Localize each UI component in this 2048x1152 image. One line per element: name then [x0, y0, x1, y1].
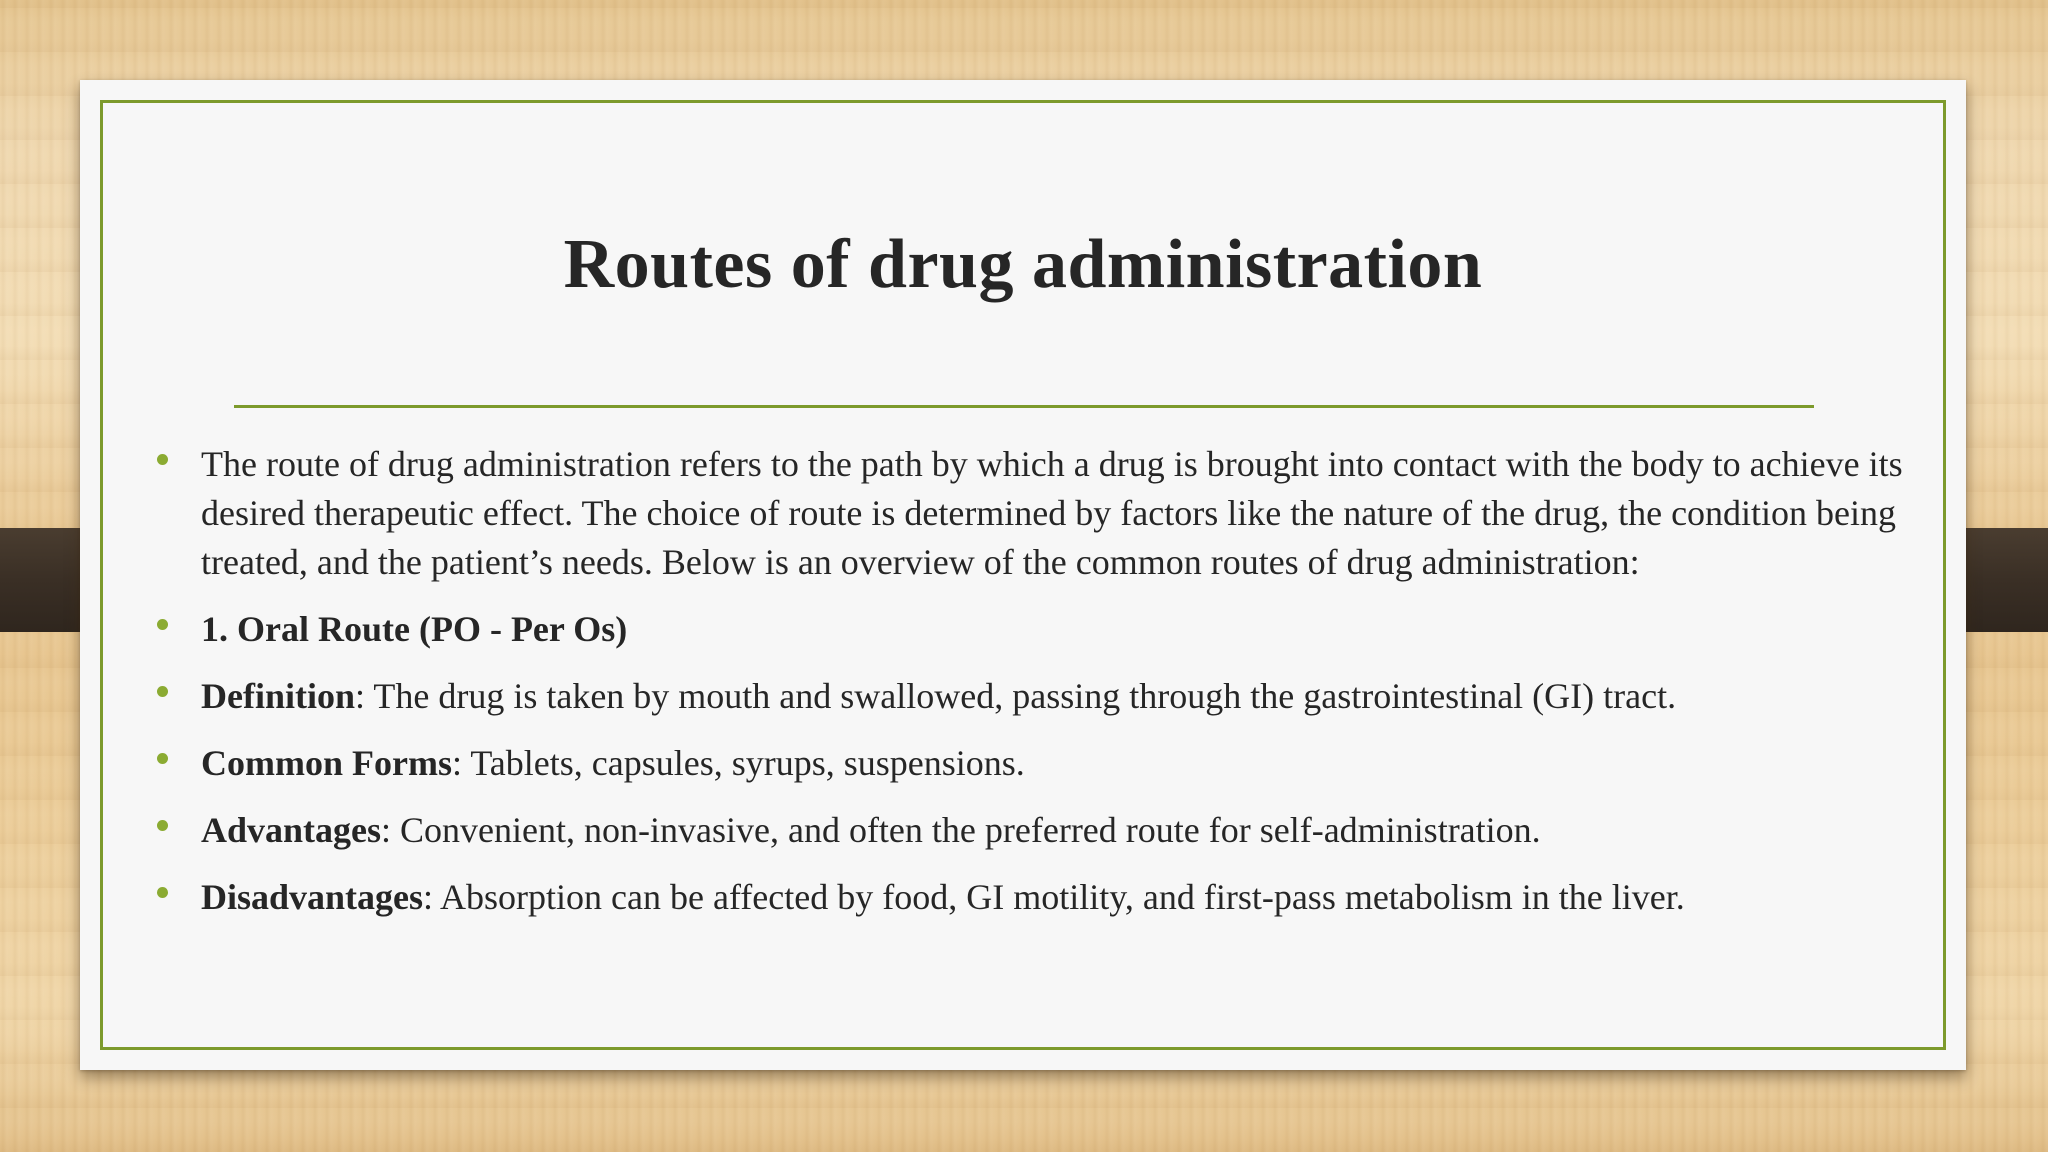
bullet-list	[201, 440, 1981, 922]
bullet-text: : Convenient, non-invasive, and often the preferred route for self-administration.	[381, 810, 1541, 850]
bullet-disadvantages	[201, 873, 1981, 922]
slide	[80, 80, 1966, 1070]
bullet-text: : The drug is taken by mouth and swallowed, passing through the gastrointestinal (GI) tract.	[355, 676, 1677, 716]
bullet-definition	[201, 672, 1981, 721]
bullet-advantages	[201, 806, 1981, 855]
bullet-dot-icon	[157, 619, 168, 630]
bullet-dot-icon	[157, 820, 168, 831]
bullet-text: : Absorption can be affected by food, GI motility, and first-pass metabolism in the liver.	[423, 877, 1685, 917]
bullet-term: Disadvantages	[201, 877, 424, 917]
bullet-intro	[201, 440, 1911, 587]
bullet-dot-icon	[157, 686, 168, 697]
bullet-dot-icon	[157, 454, 168, 465]
title-underline	[234, 405, 1814, 408]
slide-title: Routes of drug administration	[563, 226, 1483, 303]
bullet-common-forms	[201, 739, 1981, 788]
bullet-section-heading	[201, 605, 1981, 654]
section-heading: 1. Oral Route (PO - Per Os)	[201, 609, 628, 649]
bullet-term: Advantages	[201, 810, 382, 850]
intro-text: The route of drug administration refers to the path by which a drug is brought into contact with the body to achieve its desired therapeutic effect. The choice of route is determined by factors like the nature of the drug, the condition being treated, and the patient’s needs. Below is an overview of the common routes of drug administration:	[201, 444, 1903, 582]
bullet-dot-icon	[157, 887, 168, 898]
bullet-term: Definition	[201, 676, 356, 716]
bullet-text: : Tablets, capsules, syrups, suspensions.	[451, 743, 1025, 783]
bullet-term: Common Forms	[201, 743, 452, 783]
bullet-dot-icon	[157, 753, 168, 764]
